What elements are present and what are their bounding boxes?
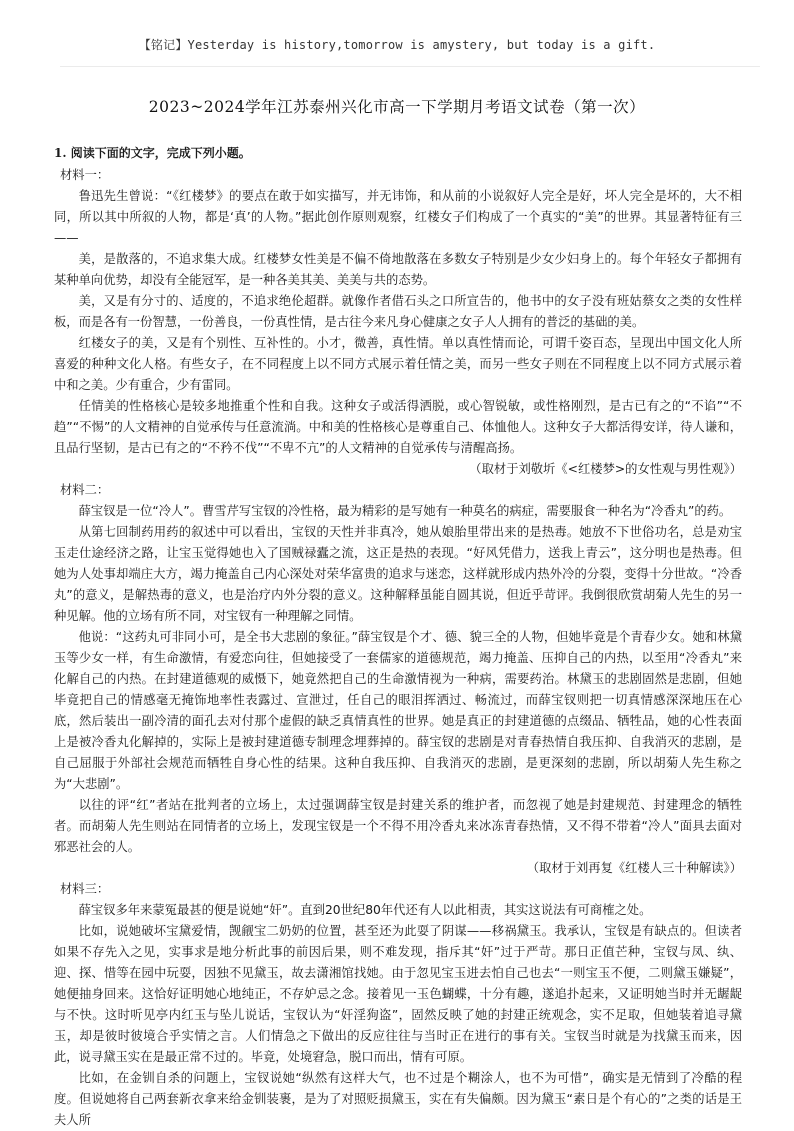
motto-header: 【铭记】Yesterday is history,tomorrow is amystery, but today is a gift. (138, 38, 656, 52)
material-1-paragraph: 美，又是有分寸的、适度的，不追求绝伦超群。就像作者借石头之口所宣告的，他书中的女子没有班姑蔡女之类的女性样板，而是各有一份智慧，一份善良，一份真性情，是古往今来凡身心健康之女子人人拥有的普泛的基础的美。 (54, 294, 742, 329)
material-1-paragraph: 红楼女子的美，又是有个别性、互补性的。小才，微善，真性情。单以真性情而论，可谓千姿百态，呈现出中国文化人所喜爱的种种文化人格。有些女子，在不同程度上以不同方式展示着任情之美，而另一些女子则在不同程度上以不同方式展示着中和之美。少有重合，少有雷同。 (54, 336, 742, 392)
material-1-source: （取材于刘敬圻《<红楼梦>的女性观与男性观》） (469, 462, 742, 476)
material-1-paragraph: 美，是散落的，不追求集大成。红楼梦女性美是不偏不倚地散落在多数女子特别是少女少妇身上的。每个年轻女子都拥有某种单向优势，却没有全能冠军，是一种各美其美、美美与共的态势。 (54, 252, 742, 287)
material-2-paragraph: 他说：“这药丸可非同小可，是全书大悲剧的象征。”薛宝钗是个才、德、貌三全的人物，但她毕竟是个青春少女。她和林黛玉等少女一样，有生命激情，有爱恋向往，但她接受了一套儒家的道德规范，竭力掩盖、压抑自己的内热，以至用“冷香丸”来化解自己的内热。在封建道德观的威慑下，她竟然把自己的生命激情视为一种病，需要药治。林黛玉的悲剧固然是悲剧，但她毕竟把自己的情感毫无掩饰地率性表露过、宣泄过，任自己的眼泪挥洒过、畅流过，而薛宝钗则把一切真情感深深地压在心底，然后装出一副冷清的面孔去对付那个虚假的缺乏真情真性的世界。她是真正的封建道德的点缀品、牺牲品，她的心性表面上是被冷香丸化解掉的，实际上是被封建道德专制理念埋葬掉的。薛宝钗的悲剧是对青春热情自我压抑、自我消灭的悲剧，是自己屈服于外部社会规范而牺牲自身心性的结果。这种自我压抑、自我消灭的悲剧，是更深刻的悲剧，所以胡菊人先生称之为“大悲剧”。 (54, 630, 742, 791)
material-1-paragraph: 任情美的性格核心是较多地推重个性和自我。这种女子或活得洒脱，或心智锐敏，或性格刚烈，是古已有之的“不谄”“不趋”“不惕”的人文精神的自觉承传与任意流淌。中和美的性格核心是尊重自己、体恤他人。这种女子大都活得安详，待人谦和，且品行坚韧，是古已有之的“不矜不伐”“不卑不亢”的人文精神的自觉承传与清醒高扬。 (54, 399, 742, 455)
material-3-paragraph: 比如，说她破坏宝黛爱情，觊觎宝二奶奶的位置，甚至还为此耍了阴谋——移祸黛玉。我承认，宝钗是有缺点的。但读者如果不存先入之见，实事求是地分析此事的前因后果，则不难发现，指斥其“奸”过于严苛。那日正值芒种，宝钗与凤、纨、迎、探、惜等在园中玩耍，因独不见黛玉，故去潇湘馆找她。由于忽见宝玉进去怕自己也去“一则宝玉不便，二则黛玉嫌疑”，她便抽身回来。这恰好证明她心地纯正，不存妒忌之念。接着见一玉色蝴蝶，十分有趣，遂追扑起来，又证明她当时并无龌龊与不快。这时听见亭内红玉与坠儿说话，宝钗认为“奸淫狗盗”，固然反映了她的封建正统观念，实不足取，但她装着追寻黛玉，却是彼时彼境合乎实情之言。人们情急之下做出的反应往往与当时正在进行的事有关。宝钗当时就是为找黛玉而来，因此，说寻黛玉实在是最正常不过的。毕竟，处境窘急，脱口而出，情有可原。 (54, 924, 742, 1064)
material-1-paragraph: 鲁迅先生曾说：“《红楼梦》的要点在敢于如实描写，并无讳饰，和从前的小说叙好人完全是好，坏人完全是坏的，大不相同，所以其中所叙的人物，都是‘真’的人物。”据此创作原则观察，红楼女子们构成了一个真实的“美”的世界。其显著特征有三—— (54, 189, 742, 245)
material-3-label: 材料三： (60, 882, 110, 896)
material-1-label: 材料一： (60, 168, 110, 182)
question-content (54, 143, 742, 1131)
material-2-source: （取材于刘再复《红楼人三十种解读》） (526, 861, 742, 875)
material-3-paragraph: 薛宝钗多年来蒙冤最甚的便是说她“奸”。直到20世纪80年代还有人以此相责，其实这说法有可商榷之处。 (78, 903, 652, 917)
header-divider (60, 66, 760, 67)
material-2-paragraph: 以往的评“红”者站在批判者的立场上，太过强调薛宝钗是封建关系的维护者，而忽视了她是封建规范、封建理念的牺牲者。而胡菊人先生则站在同情者的立场上，发现宝钗是一个不得不用冷香丸来冰冻青春热情，又不得不带着“冷人”面具去面对邪恶社会的人。 (54, 798, 742, 854)
question-heading: 1. 阅读下面的文字，完成下列小题。 (54, 146, 251, 160)
document-title: 2023~2024学年江苏泰州兴化市高一下学期月考语文试卷（第一次） (148, 98, 646, 116)
material-2-paragraph: 薛宝钗是一位“冷人”。曹雪芹写宝钗的冷性格，最为精彩的是写她有一种莫名的病症，需要服食一种名为“冷香丸”的药。 (78, 504, 732, 518)
material-2-paragraph: 从第七回制药用药的叙述中可以看出，宝钗的天性并非真冷，她从娘胎里带出来的是热毒。她放不下世俗功名，总是劝宝玉走仕途经济之路，让宝玉觉得她也入了国贼禄蠹之流，这正是热的表现。“好风凭借力，送我上青云”，这分明也是热毒。但她为人处事却端庄大方，竭力掩盖自己内心深处对荣华富贵的追求与迷恋，这样就形成内热外冷的分裂，变得十分世故。“冷香丸”的意义，是解热毒的意义，也是治疗内外分裂的意义。这种解释虽能自圆其说，但近乎苛评。我倒很欣赏胡菊人先生的另一种见解。他的立场有所不同，对宝钗有一种理解之同情。 (54, 525, 742, 623)
material-2-label: 材料二： (60, 483, 110, 497)
material-3-paragraph: 比如，在金钏自杀的问题上，宝钗说她“纵然有这样大气，也不过是个糊涂人，也不为可惜”，确实是无情到了冷酷的程度。但说她将自己两套新衣拿来给金钏装裹，是为了对照贬损黛玉，实在有失偏颇。因为黛玉“素日是个有心的”之类的话是王夫人所 (54, 1071, 742, 1127)
